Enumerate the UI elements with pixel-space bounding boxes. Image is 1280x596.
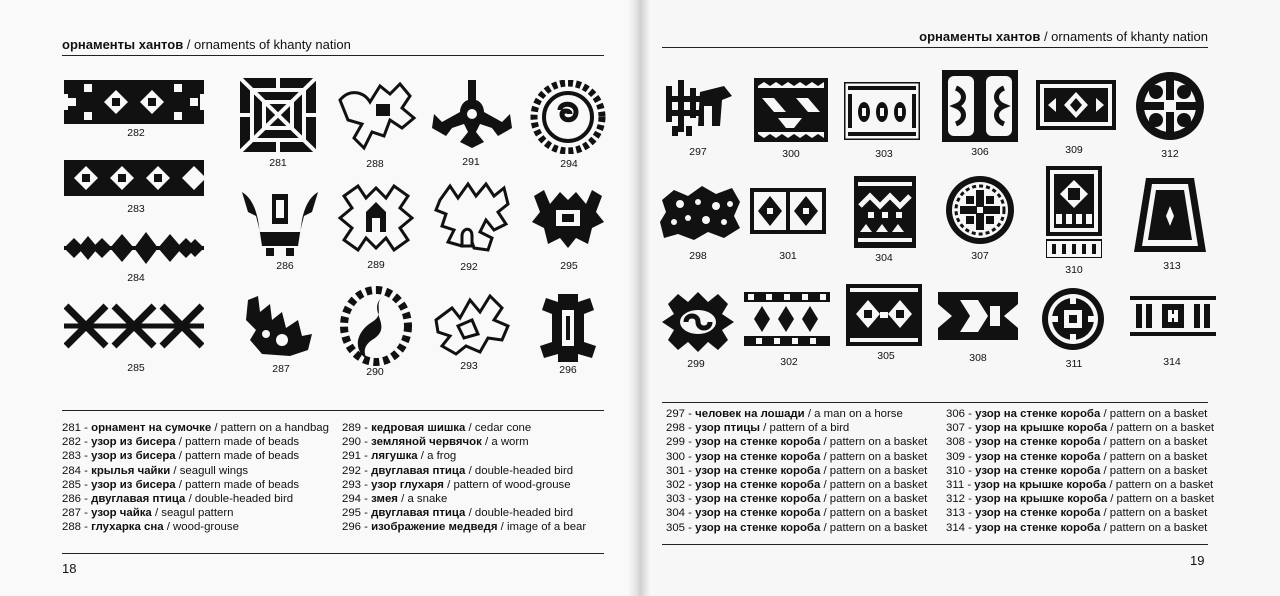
legend-en-text: pattern on a basket [1109, 464, 1208, 477]
legend-number: 288 [62, 521, 82, 534]
legend-ru-text: узор на стенке короба [695, 479, 821, 492]
ornament-314 [1130, 296, 1216, 336]
legend-separator: - [361, 436, 372, 449]
legend-separator: - [965, 493, 976, 506]
legend-number: 308 [946, 436, 966, 449]
ornament-310 [1046, 166, 1102, 258]
legend-column-1 [666, 407, 927, 535]
legend-en-text: a man on a horse [814, 408, 903, 420]
legend-number: 283 [62, 450, 82, 463]
legend-ru-text: человек на лошади [695, 408, 805, 420]
legend-number: 282 [62, 436, 82, 449]
header-en: / ornaments of khanty nation [183, 37, 351, 52]
legend-slash: / [820, 464, 830, 477]
legend-item [62, 478, 329, 492]
legend-top-rule [662, 402, 1208, 403]
figure-number: 309 [1065, 144, 1083, 156]
figure-number: 294 [560, 158, 578, 170]
legend-ru-text: узор птицы [695, 422, 760, 435]
legend-separator: - [81, 464, 92, 477]
figure-number: 306 [971, 146, 989, 158]
legend-number: 281 [62, 422, 82, 434]
legend-number: 298 [666, 422, 686, 435]
legend-item [946, 464, 1214, 478]
legend-number: 285 [62, 478, 82, 491]
ornament-308 [938, 292, 1018, 340]
ornament-284 [64, 228, 204, 268]
ornament-307 [944, 174, 1016, 246]
legend-slash: / [820, 436, 830, 449]
legend-separator: - [685, 521, 696, 534]
figure-number: 298 [689, 250, 707, 262]
legend-item [62, 520, 329, 534]
legend-ru-text: узор на крышке короба [974, 479, 1107, 492]
legend-slash: / [481, 436, 492, 449]
legend-column-2 [342, 421, 586, 535]
legend-ru-text: двуглавая птица [91, 493, 189, 506]
header-ru: орнаменты хантов [62, 37, 184, 52]
legend-slash: / [759, 422, 770, 435]
figure-number: 302 [780, 356, 798, 368]
header-en: / ornaments of khanty nation [1040, 29, 1208, 44]
right-page [636, 0, 1280, 596]
legend-slash: / [465, 507, 475, 520]
legend-slash: / [820, 450, 830, 463]
legend-en-text: a worm [491, 436, 529, 449]
legend-en-text: double-headed bird [474, 507, 574, 520]
legend-separator: - [81, 436, 92, 449]
figure-number: 284 [127, 272, 145, 284]
ornament-313 [1132, 176, 1208, 254]
legend-item [946, 435, 1214, 449]
legend-item [946, 506, 1214, 520]
legend-ru-text: двуглавая птица [371, 464, 466, 477]
legend-column-1 [62, 421, 329, 535]
ornament-281 [240, 78, 316, 152]
legend-ru-text: узор на стенке короба [975, 507, 1101, 520]
legend-slash: / [1100, 450, 1110, 463]
legend-number: 287 [62, 507, 82, 520]
legend-en-text: double-headed bird [474, 464, 574, 477]
figure-number: 292 [460, 261, 478, 273]
legend-ru-text: узор на крышке короба [975, 493, 1108, 506]
legend-slash: / [188, 493, 195, 506]
legend-number: 303 [666, 493, 686, 506]
legend-item [666, 450, 927, 464]
legend-en-text: pattern on a basket [829, 450, 928, 463]
book-gutter-shadow [628, 0, 650, 596]
legend-ru-text: земляной червячок [371, 436, 482, 449]
legend-en-text: pattern on a basket [1109, 450, 1208, 463]
legend-en-text: seagull wings [179, 464, 249, 477]
ornament-285 [64, 302, 204, 350]
ornament-309 [1036, 80, 1116, 130]
legend-ru-text: узор на стенке короба [695, 507, 821, 520]
legend-ru-text: изображение медведя [371, 521, 498, 534]
legend-ru-text: узор на крышке короба [975, 422, 1108, 435]
legend-separator: - [361, 464, 372, 477]
legend-en-text: pattern on a basket [1109, 507, 1208, 520]
legend-separator: - [81, 507, 92, 520]
header-rule [62, 55, 604, 56]
legend-item [666, 492, 927, 506]
legend-item [666, 435, 927, 449]
ornament-299 [660, 290, 736, 354]
legend-separator: - [361, 422, 372, 434]
ornament-293 [432, 290, 512, 356]
legend-ru-text: узор из бисера [91, 478, 176, 491]
legend-en-text: pattern on a basket [1116, 422, 1215, 435]
legend-slash: / [820, 507, 830, 520]
legend-separator: - [965, 464, 976, 477]
legend-item [62, 492, 329, 506]
legend-number: 314 [946, 521, 966, 534]
ornament-287 [242, 290, 318, 360]
legend-en-text: wood-grouse [173, 521, 239, 534]
ornament-301 [750, 188, 826, 234]
figure-number: 283 [127, 203, 145, 215]
legend-slash: / [151, 507, 162, 520]
legend-item [666, 464, 927, 478]
figure-number: 310 [1065, 264, 1083, 276]
legend-number: 301 [666, 464, 686, 477]
legend-separator: - [685, 464, 696, 477]
legend-separator: - [965, 521, 976, 534]
legend-ru-text: узор на стенке короба [695, 450, 821, 463]
legend-ru-text: узор на стенке короба [975, 436, 1104, 449]
footer-rule [662, 544, 1208, 545]
header-rule [662, 47, 1208, 48]
legend-ru-text: орнамент на сумочке [91, 422, 212, 434]
legend-ru-text: узор на стенке короба [975, 521, 1101, 534]
legend-separator: - [965, 507, 976, 520]
legend-number: 291 [342, 450, 362, 463]
figure-number: 285 [127, 362, 145, 374]
ornament-306 [942, 70, 1018, 142]
legend-en-text: pattern on a basket [1109, 521, 1208, 534]
legend-number: 312 [946, 493, 966, 506]
legend-number: 302 [666, 479, 686, 492]
legend-en-text: a snake [407, 493, 448, 506]
left-page [0, 0, 636, 596]
legend-number: 307 [946, 422, 966, 435]
legend-slash: / [1107, 493, 1117, 506]
legend-separator: - [965, 436, 976, 449]
figure-number: 313 [1163, 260, 1181, 272]
legend-separator: - [81, 521, 92, 534]
figure-number: 290 [366, 366, 384, 378]
legend-en-text: pattern of a bird [769, 422, 850, 435]
legend-ru-text: узор на стенке короба [695, 464, 821, 477]
legend-slash: / [175, 436, 186, 449]
legend-number: 284 [62, 464, 82, 477]
legend-top-rule [62, 410, 604, 411]
figure-number: 314 [1163, 356, 1181, 368]
legend-ru-text: узор из бисера [91, 450, 176, 463]
legend-slash: / [1106, 479, 1116, 492]
legend-slash: / [465, 422, 475, 434]
legend-en-text: pattern on a basket [829, 493, 928, 506]
figure-number: 307 [971, 250, 989, 262]
legend-en-text: a frog [427, 450, 457, 463]
legend-item [946, 407, 1214, 421]
legend-ru-text: узор на стенке короба [695, 521, 821, 534]
figure-number: 282 [127, 127, 145, 139]
legend-en-text: pattern made of beads [185, 450, 300, 463]
legend-item [342, 464, 586, 478]
header-ru: орнаменты хантов [919, 29, 1041, 44]
legend-slash: / [465, 464, 475, 477]
legend-en-text: pattern made of beads [185, 436, 300, 449]
legend-ru-text: кедровая шишка [371, 422, 466, 434]
legend-number: 300 [666, 450, 686, 463]
legend-separator: - [685, 493, 696, 506]
legend-item [342, 492, 586, 506]
ornament-295 [530, 182, 606, 254]
ornament-312 [1134, 70, 1206, 142]
legend-number: 313 [946, 507, 966, 520]
legend-slash: / [211, 422, 221, 434]
ornament-304 [854, 176, 916, 248]
legend-number: 305 [666, 521, 686, 534]
legend-en-text: pattern on a basket [1109, 436, 1208, 449]
legend-en-text: pattern made of beads [185, 478, 300, 491]
legend-number: 295 [342, 507, 362, 520]
legend-item [666, 478, 927, 492]
legend-slash: / [497, 521, 508, 534]
legend-item [342, 520, 586, 534]
ornament-296 [532, 292, 604, 364]
legend-item [62, 449, 329, 463]
legend-slash: / [1100, 464, 1110, 477]
legend-separator: - [685, 422, 696, 435]
legend-item [62, 435, 329, 449]
ornament-288 [334, 80, 418, 152]
legend-en-text: image of a bear [507, 521, 587, 534]
figure-number: 312 [1161, 148, 1179, 160]
legend-slash: / [820, 493, 830, 506]
right-page-header [919, 29, 1208, 44]
ornament-292 [432, 180, 512, 256]
ornament-297 [664, 76, 734, 142]
legend-en-text: pattern on a basket [829, 521, 928, 534]
legend-number: 296 [342, 521, 362, 534]
legend-ru-text: узор чайка [91, 507, 152, 520]
page-number: 19 [1190, 553, 1205, 568]
figure-number: 311 [1065, 358, 1083, 370]
figure-number: 295 [560, 260, 578, 272]
legend-ru-text: крылья чайки [91, 464, 171, 477]
ornament-282 [64, 80, 204, 124]
legend-separator: - [81, 450, 92, 463]
figure-number: 303 [875, 148, 893, 160]
ornament-300 [754, 78, 828, 142]
legend-number: 294 [342, 493, 362, 506]
legend-en-text: pattern of wood-grouse [453, 478, 571, 491]
figure-number: 289 [367, 259, 385, 271]
ornament-311 [1040, 286, 1106, 352]
legend-slash: / [820, 521, 830, 534]
legend-ru-text: глухарка сна [91, 521, 164, 534]
footer-rule [62, 553, 604, 554]
legend-separator: - [964, 479, 975, 492]
legend-ru-text: узор на стенке короба [975, 408, 1101, 420]
legend-number: 310 [946, 464, 966, 477]
left-page-header [62, 37, 351, 52]
legend-item [62, 464, 329, 478]
legend-separator: - [81, 422, 92, 434]
legend-slash: / [1100, 408, 1110, 420]
legend-item [946, 478, 1214, 492]
legend-item [666, 521, 927, 535]
legend-separator: - [361, 521, 372, 534]
legend-item [666, 506, 927, 520]
legend-item [946, 492, 1214, 506]
figure-number: 300 [782, 148, 800, 160]
legend-en-text: pattern on a handbag [220, 422, 329, 434]
ornament-289 [334, 182, 418, 254]
legend-ru-text: узор на стенке короба [695, 493, 821, 506]
legend-separator: - [361, 478, 372, 491]
legend-item [342, 421, 586, 435]
legend-en-text: pattern on a basket [1109, 408, 1208, 420]
legend-slash: / [1107, 422, 1117, 435]
legend-item [62, 421, 329, 435]
ornament-294 [530, 80, 606, 154]
figure-number: 291 [462, 156, 480, 168]
legend-ru-text: узор на стенке короба [975, 464, 1101, 477]
legend-slash: / [804, 408, 815, 420]
legend-ru-text: узор из бисера [91, 436, 176, 449]
legend-slash: / [397, 493, 408, 506]
figure-number: 301 [779, 250, 797, 262]
legend-en-text: pattern on a basket [1115, 479, 1214, 492]
figure-number: 305 [877, 350, 895, 362]
legend-item [342, 506, 586, 520]
legend-ru-text: узор на стенке короба [695, 436, 821, 449]
legend-slash: / [175, 450, 186, 463]
legend-slash: / [1100, 507, 1110, 520]
legend-separator: - [965, 422, 976, 435]
figure-number: 287 [272, 363, 290, 375]
figure-number: 286 [276, 260, 294, 272]
legend-number: 309 [946, 450, 966, 463]
legend-item [946, 450, 1214, 464]
legend-separator: - [965, 450, 976, 463]
legend-slash: / [1103, 436, 1110, 449]
legend-en-text: pattern on a basket [1116, 493, 1215, 506]
legend-separator: - [965, 408, 976, 420]
legend-number: 290 [342, 436, 362, 449]
figure-number: 281 [269, 157, 287, 169]
legend-separator: - [685, 507, 696, 520]
legend-ru-text: двуглавая птица [371, 507, 466, 520]
legend-number: 286 [62, 493, 82, 506]
legend-item [946, 421, 1214, 435]
legend-ru-text: узор глухаря [371, 478, 444, 491]
legend-item [666, 407, 927, 421]
figure-number: 304 [875, 252, 893, 264]
legend-slash: / [175, 478, 186, 491]
legend-en-text: pattern on a basket [829, 436, 928, 449]
legend-en-text: cedar cone [474, 422, 532, 434]
legend-number: 311 [946, 479, 965, 492]
legend-slash: / [417, 450, 428, 463]
legend-item [342, 449, 586, 463]
legend-number: 297 [666, 408, 686, 420]
ornament-283 [64, 156, 204, 200]
figure-number: 297 [689, 146, 707, 158]
figure-number: 299 [687, 358, 705, 370]
legend-item [62, 506, 329, 520]
ornament-291 [432, 78, 512, 148]
legend-en-text: pattern on a basket [829, 507, 928, 520]
legend-item [342, 435, 586, 449]
legend-number: 293 [342, 478, 362, 491]
legend-ru-text: змея [371, 493, 398, 506]
legend-slash: / [163, 521, 174, 534]
legend-en-text: seagul pattern [161, 507, 234, 520]
legend-column-2 [946, 407, 1214, 535]
legend-ru-text: лягушка [371, 450, 418, 463]
ornament-303 [844, 82, 920, 140]
ornament-302 [744, 292, 830, 346]
legend-separator: - [361, 493, 372, 506]
legend-en-text: pattern on a basket [829, 464, 928, 477]
figure-number: 293 [460, 360, 478, 372]
legend-slash: / [443, 478, 454, 491]
figure-number: 308 [969, 352, 987, 364]
ornament-286 [238, 186, 322, 256]
legend-number: 292 [342, 464, 362, 477]
page-number: 18 [62, 561, 77, 576]
figure-number: 296 [559, 364, 577, 376]
ornament-305 [846, 284, 922, 346]
legend-item [946, 521, 1214, 535]
ornament-290 [338, 286, 414, 366]
legend-slash: / [1100, 521, 1110, 534]
legend-separator: - [81, 478, 92, 491]
legend-en-text: double-headed bird [194, 493, 294, 506]
ornament-298 [658, 182, 742, 242]
legend-en-text: pattern on a basket [829, 479, 928, 492]
legend-slash: / [170, 464, 180, 477]
figure-number: 288 [366, 158, 384, 170]
legend-separator: - [361, 450, 372, 463]
legend-separator: - [685, 479, 696, 492]
legend-separator: - [685, 450, 696, 463]
legend-number: 299 [666, 436, 686, 449]
legend-item [342, 478, 586, 492]
legend-item [666, 421, 927, 435]
legend-slash: / [820, 479, 830, 492]
legend-number: 306 [946, 408, 966, 420]
legend-separator: - [81, 493, 92, 506]
legend-ru-text: узор на стенке короба [975, 450, 1101, 463]
legend-separator: - [361, 507, 372, 520]
legend-separator: - [685, 408, 696, 420]
legend-separator: - [685, 436, 696, 449]
legend-number: 304 [666, 507, 686, 520]
legend-number: 289 [342, 422, 362, 434]
